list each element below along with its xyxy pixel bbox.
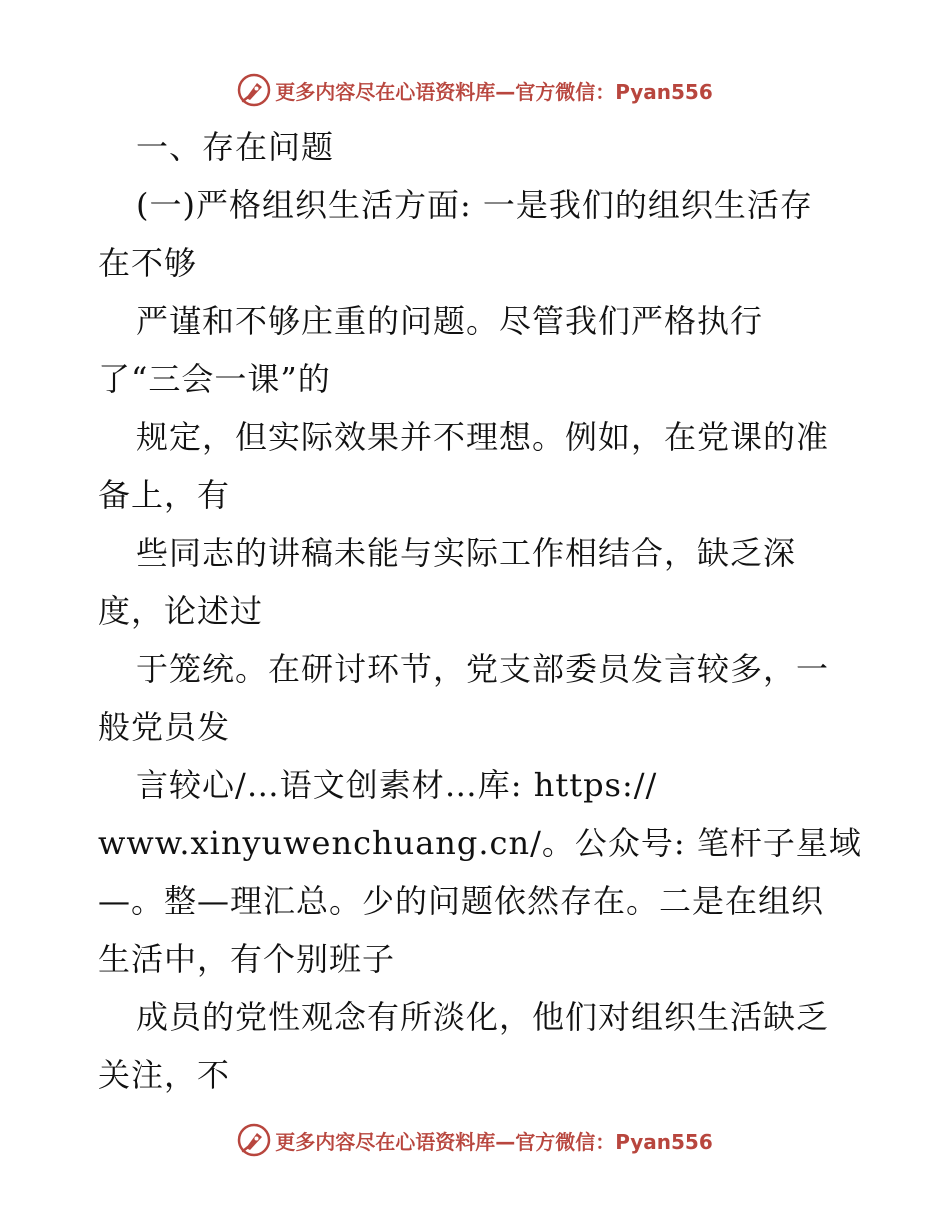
paragraph-line: 些同志的讲稿未能与实际工作相结合，缺乏深 (136, 534, 797, 572)
footer-banner (0, 1120, 950, 1160)
header-banner (0, 70, 950, 110)
paragraph-line: 言较心/…语文创素材…库: https:// (136, 766, 658, 804)
paragraph-line: www.xinyuwenchuang.cn/。公众号: 笔杆子星域 (98, 824, 862, 862)
pen-nib-logo-icon (237, 73, 271, 107)
paragraph-line: 生活中，有个别班子 (98, 940, 396, 978)
paragraph-line: 度，论述过 (98, 592, 264, 630)
paragraph-line: 成员的党性观念有所淡化，他们对组织生活缺乏 (136, 998, 830, 1036)
paragraph-line: 规定，但实际效果并不理想。例如，在党课的准 (136, 418, 830, 456)
paragraph-line: 在不够 (98, 244, 198, 282)
paragraph-line: 般党员发 (98, 708, 231, 746)
section-heading: 一、存在问题 (136, 128, 335, 166)
paragraph-line: 严谨和不够庄重的问题。尽管我们严格执行 (136, 302, 764, 340)
footer-banner-text: 更多内容尽在心语资料库—官方微信：Pyan556 (275, 1129, 713, 1154)
paragraph-line: 了“三会一课”的 (98, 360, 331, 398)
document-body (98, 118, 868, 1104)
paragraph-line: 于笼统。在研讨环节，党支部委员发言较多，一 (136, 650, 830, 688)
pen-nib-logo-icon (237, 1123, 271, 1157)
paragraph-line: (一)严格组织生活方面: 一是我们的组织生活存 (136, 186, 813, 224)
paragraph-line: —。整—理汇总。少的问题依然存在。二是在组织 (98, 882, 825, 920)
header-banner-text: 更多内容尽在心语资料库—官方微信：Pyan556 (275, 79, 713, 104)
paragraph-line: 备上，有 (98, 476, 231, 514)
paragraph-line: 关注，不 (98, 1056, 231, 1094)
